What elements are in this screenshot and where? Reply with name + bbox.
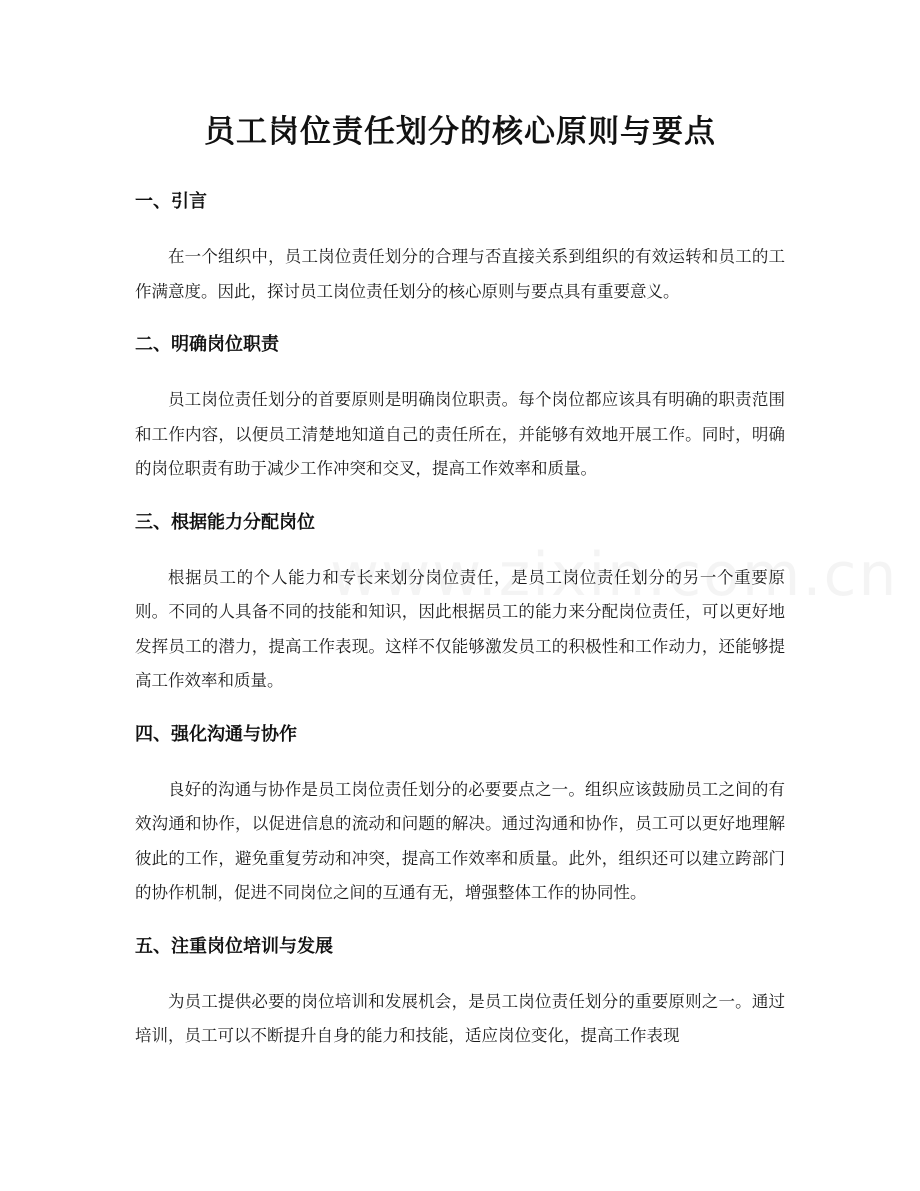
section-communication-collaboration (135, 719, 785, 911)
document-content (135, 186, 785, 1074)
section-paragraph: 在一个组织中，员工岗位责任划分的合理与否直接关系到组织的有效运转和员工的工作满意度。因此，探讨员工岗位责任划分的核心原则与要点具有重要意义。 (135, 247, 785, 301)
section-paragraph: 为员工提供必要的岗位培训和发展机会，是员工岗位责任划分的重要原则之一。通过培训，员工可以不断提升自身的能力和技能，适应岗位变化，提高工作表现 (135, 991, 785, 1045)
section-heading: 三、根据能力分配岗位 (135, 511, 315, 533)
section-heading: 四、强化沟通与协作 (135, 723, 297, 745)
section-clear-responsibilities (135, 329, 785, 487)
section-heading: 一、引言 (135, 191, 207, 212)
section-ability-allocation (135, 507, 785, 699)
section-paragraph: 良好的沟通与协作是员工岗位责任划分的必要要点之一。组织应该鼓励员工之间的有效沟通和协作，以促进信息的流动和问题的解决。通过沟通和协作，员工可以更好地理解彼此的工作，避免重复劳动和冲突，提高工作效率和质量。此外，组织还可以建立跨部门的协作机制，促进不同岗位之间的互通有无，增强整体工作的协同性。 (135, 779, 785, 902)
section-heading: 五、注重岗位培训与发展 (135, 935, 333, 957)
section-paragraph: 员工岗位责任划分的首要原则是明确岗位职责。每个岗位都应该具有明确的职责范围和工作内容，以便员工清楚地知道自己的责任所在，并能够有效地开展工作。同时，明确的岗位职责有助于减少工作冲突和交叉，提高工作效率和质量。 (135, 390, 785, 478)
section-heading: 二、明确岗位职责 (135, 334, 279, 355)
section-introduction (135, 186, 785, 309)
document-title: 员工岗位责任划分的核心原则与要点 (204, 114, 716, 150)
section-paragraph: 根据员工的个人能力和专长来划分岗位责任，是员工岗位责任划分的另一个重要原则。不同的人具备不同的技能和知识，因此根据员工的能力来分配岗位责任，可以更好地发挥员工的潜力，提高工作表现。这样不仅能够激发员工的积极性和工作动力，还能够提高工作效率和质量。 (135, 567, 785, 690)
section-training-development (135, 931, 785, 1054)
